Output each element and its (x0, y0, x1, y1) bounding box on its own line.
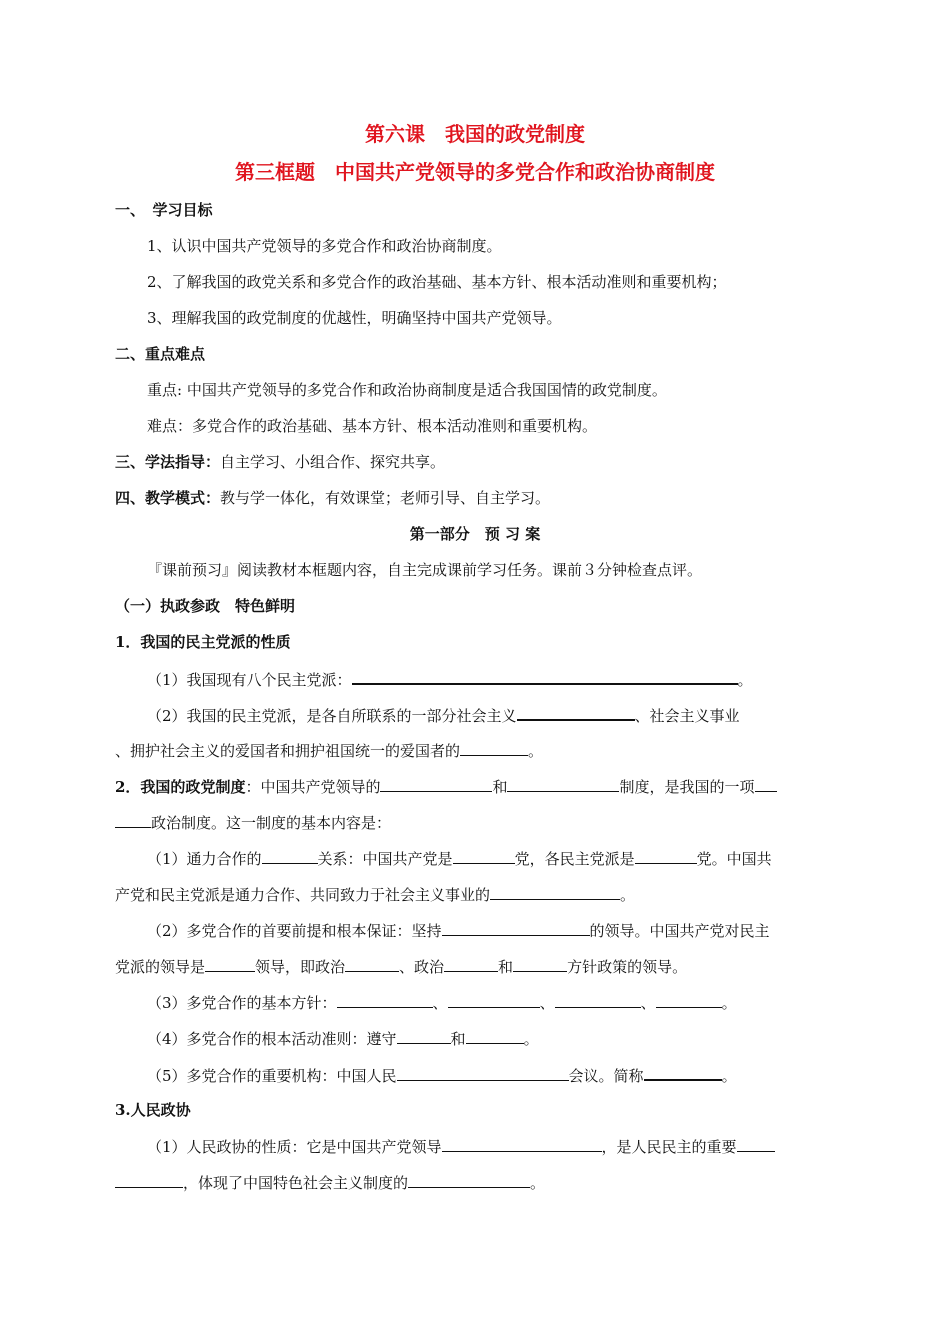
fill-blank[interactable] (448, 992, 540, 1008)
fill-blank[interactable] (656, 992, 722, 1008)
q2-sub3 (147, 992, 737, 1013)
q1-heading: 1．我国的民主党派的性质 (115, 633, 291, 651)
fill-blank[interactable] (397, 1028, 451, 1044)
period: 。 (721, 994, 737, 1012)
q1-l1-end: 。 (737, 671, 753, 689)
key-point: 重点: 中国共产党领导的多党合作和政治协商制度是适合我国国情的政党制度。 (147, 381, 667, 399)
fill-blank[interactable] (262, 848, 318, 864)
section3-text: 自主学习、小组合作、探究共享。 (220, 453, 446, 471)
q2-s2-c: 党派的领导是 (115, 958, 206, 976)
fill-blank[interactable] (737, 1136, 775, 1152)
fill-blank[interactable] (442, 920, 590, 936)
fill-blank[interactable] (644, 1064, 722, 1081)
lesson-title: 第六课 我国的政党制度 (365, 122, 585, 146)
objective-1: 1、认识中国共产党领导的多党合作和政治协商制度。 (147, 237, 502, 255)
q2-s1-c: 党，各民主党派是 (514, 850, 635, 868)
q2-line2 (115, 812, 391, 833)
objective-2: 2、了解我国的政党关系和多党合作的政治基础、基本方针、根本活动准则和重要机构； (147, 273, 727, 291)
q2-s4-a: （4）多党合作的根本活动准则：遵守 (147, 1030, 397, 1048)
section4-text: 教与学一体化，有效课堂；老师引导、自主学习。 (220, 489, 551, 507)
q2-line1 (115, 776, 777, 797)
q2-s2-a: （2）多党合作的首要前提和根本保证：坚持 (147, 922, 442, 940)
q1-l2-text: （2）我国的民主党派，是各自所联系的一部分社会主义 (147, 707, 517, 725)
fill-blank[interactable] (337, 992, 433, 1008)
separator: 、 (539, 994, 555, 1012)
subsection-1: （一）执政参政 特色鲜明 (115, 597, 296, 615)
q2-text-d: 政治制度。这一制度的基本内容是： (151, 814, 392, 832)
q2-sub5 (147, 1064, 737, 1086)
difficult-point: 难点：多党合作的政治基础、基本方针、根本活动准则和重要机构。 (147, 417, 598, 435)
fill-blank[interactable] (517, 704, 635, 721)
fill-blank[interactable] (490, 884, 620, 900)
q2-s1-a: （1）通力合作的 (147, 850, 262, 868)
period: 。 (523, 1030, 539, 1048)
q2-s2-b: 的领导。中国共产党对民主 (589, 922, 770, 940)
fill-blank[interactable] (755, 776, 777, 792)
section1-heading: 一、 学习目标 (115, 201, 213, 219)
q2-s5-b: 会议。简称 (568, 1067, 644, 1085)
q2-s2-d: 领导，即政治 (255, 958, 346, 976)
fill-blank[interactable] (345, 956, 399, 972)
q3-line1 (147, 1136, 775, 1157)
preview-intro: 『课前预习』阅读教材本框题内容，自主完成课前学习任务。课前３分钟检查点评。 (147, 561, 703, 579)
q2-s3-a: （3）多党合作的基本方针： (147, 994, 337, 1012)
separator: 、 (432, 994, 448, 1012)
q1-line3 (115, 740, 543, 761)
q2-sub1-line2 (115, 884, 635, 905)
fill-blank[interactable] (444, 956, 498, 972)
q3-l1-b: ，是人民民主的重要 (601, 1138, 737, 1156)
section4-label: 四、教学模式： (115, 489, 221, 507)
fill-blank[interactable] (397, 1065, 569, 1081)
q2-label: 2．我国的政党制度 (115, 778, 246, 796)
period: 。 (721, 1067, 737, 1085)
q1-l3-end: 。 (528, 742, 544, 760)
fill-blank[interactable] (555, 992, 641, 1008)
q2-s2-e: 、政治 (399, 958, 445, 976)
section2-heading: 二、重点难点 (115, 345, 206, 363)
q2-text-c: 制度，是我国的一项 (619, 778, 755, 796)
fill-blank[interactable] (466, 1028, 524, 1044)
q2-sub2-line2 (115, 956, 687, 977)
q2-sub4 (147, 1028, 539, 1049)
section4 (115, 488, 550, 508)
fill-blank[interactable] (352, 668, 738, 685)
fill-blank[interactable] (507, 776, 619, 792)
fill-blank[interactable] (205, 956, 255, 972)
separator: 、 (640, 994, 656, 1012)
q3-l1-a: （1）人民政协的性质：它是中国共产党领导 (147, 1138, 442, 1156)
section3 (115, 452, 445, 472)
frame-title: 第三框题 中国共产党领导的多党合作和政治协商制度 (235, 160, 715, 184)
q2-s5-a: （5）多党合作的重要机构：中国人民 (147, 1067, 397, 1085)
fill-blank[interactable] (635, 848, 697, 864)
section3-label: 三、学法指导： (115, 453, 221, 471)
part1-title: 第一部分 预 习 案 (409, 525, 541, 543)
fill-blank[interactable] (380, 776, 492, 792)
q2-s2-g: 方针政策的领导。 (567, 958, 688, 976)
fill-blank[interactable] (115, 812, 151, 828)
q2-s1-e: 产党和民主党派是通力合作、共同致力于社会主义事业的 (115, 886, 491, 904)
q2-sub2-line1 (147, 920, 770, 941)
fill-blank[interactable] (460, 740, 528, 756)
q1-line2 (147, 704, 740, 726)
q3-heading: 3.人民政协 (115, 1101, 191, 1119)
fill-blank[interactable] (115, 1172, 183, 1188)
q3-line2 (115, 1172, 545, 1193)
q3-l2-a: ，体现了中国特色社会主义制度的 (183, 1174, 409, 1192)
q2-s2-f: 和 (498, 958, 514, 976)
fill-blank[interactable] (442, 1136, 602, 1152)
q2-text-b: 和 (492, 778, 508, 796)
q2-s4-b: 和 (450, 1030, 466, 1048)
q2-s1-b: 关系：中国共产党是 (317, 850, 453, 868)
q2-text-a: ：中国共产党领导的 (245, 778, 381, 796)
q1-l2-end: 、社会主义事业 (634, 707, 740, 725)
fill-blank[interactable] (408, 1172, 530, 1188)
q1-line1 (147, 668, 753, 690)
q1-l3-text: 、拥护社会主义的爱国者和拥护祖国统一的爱国者的 (115, 742, 461, 760)
q2-s1-f: 。 (620, 886, 636, 904)
fill-blank[interactable] (453, 848, 515, 864)
objective-3: 3、理解我国的政党制度的优越性，明确坚持中国共产党领导。 (147, 309, 562, 327)
q2-s1-d: 党。中国共 (696, 850, 772, 868)
q2-sub1-line1 (147, 848, 772, 869)
q3-l2-b: 。 (530, 1174, 546, 1192)
q1-l1-text: （1）我国现有八个民主党派： (147, 671, 352, 689)
fill-blank[interactable] (513, 956, 567, 972)
